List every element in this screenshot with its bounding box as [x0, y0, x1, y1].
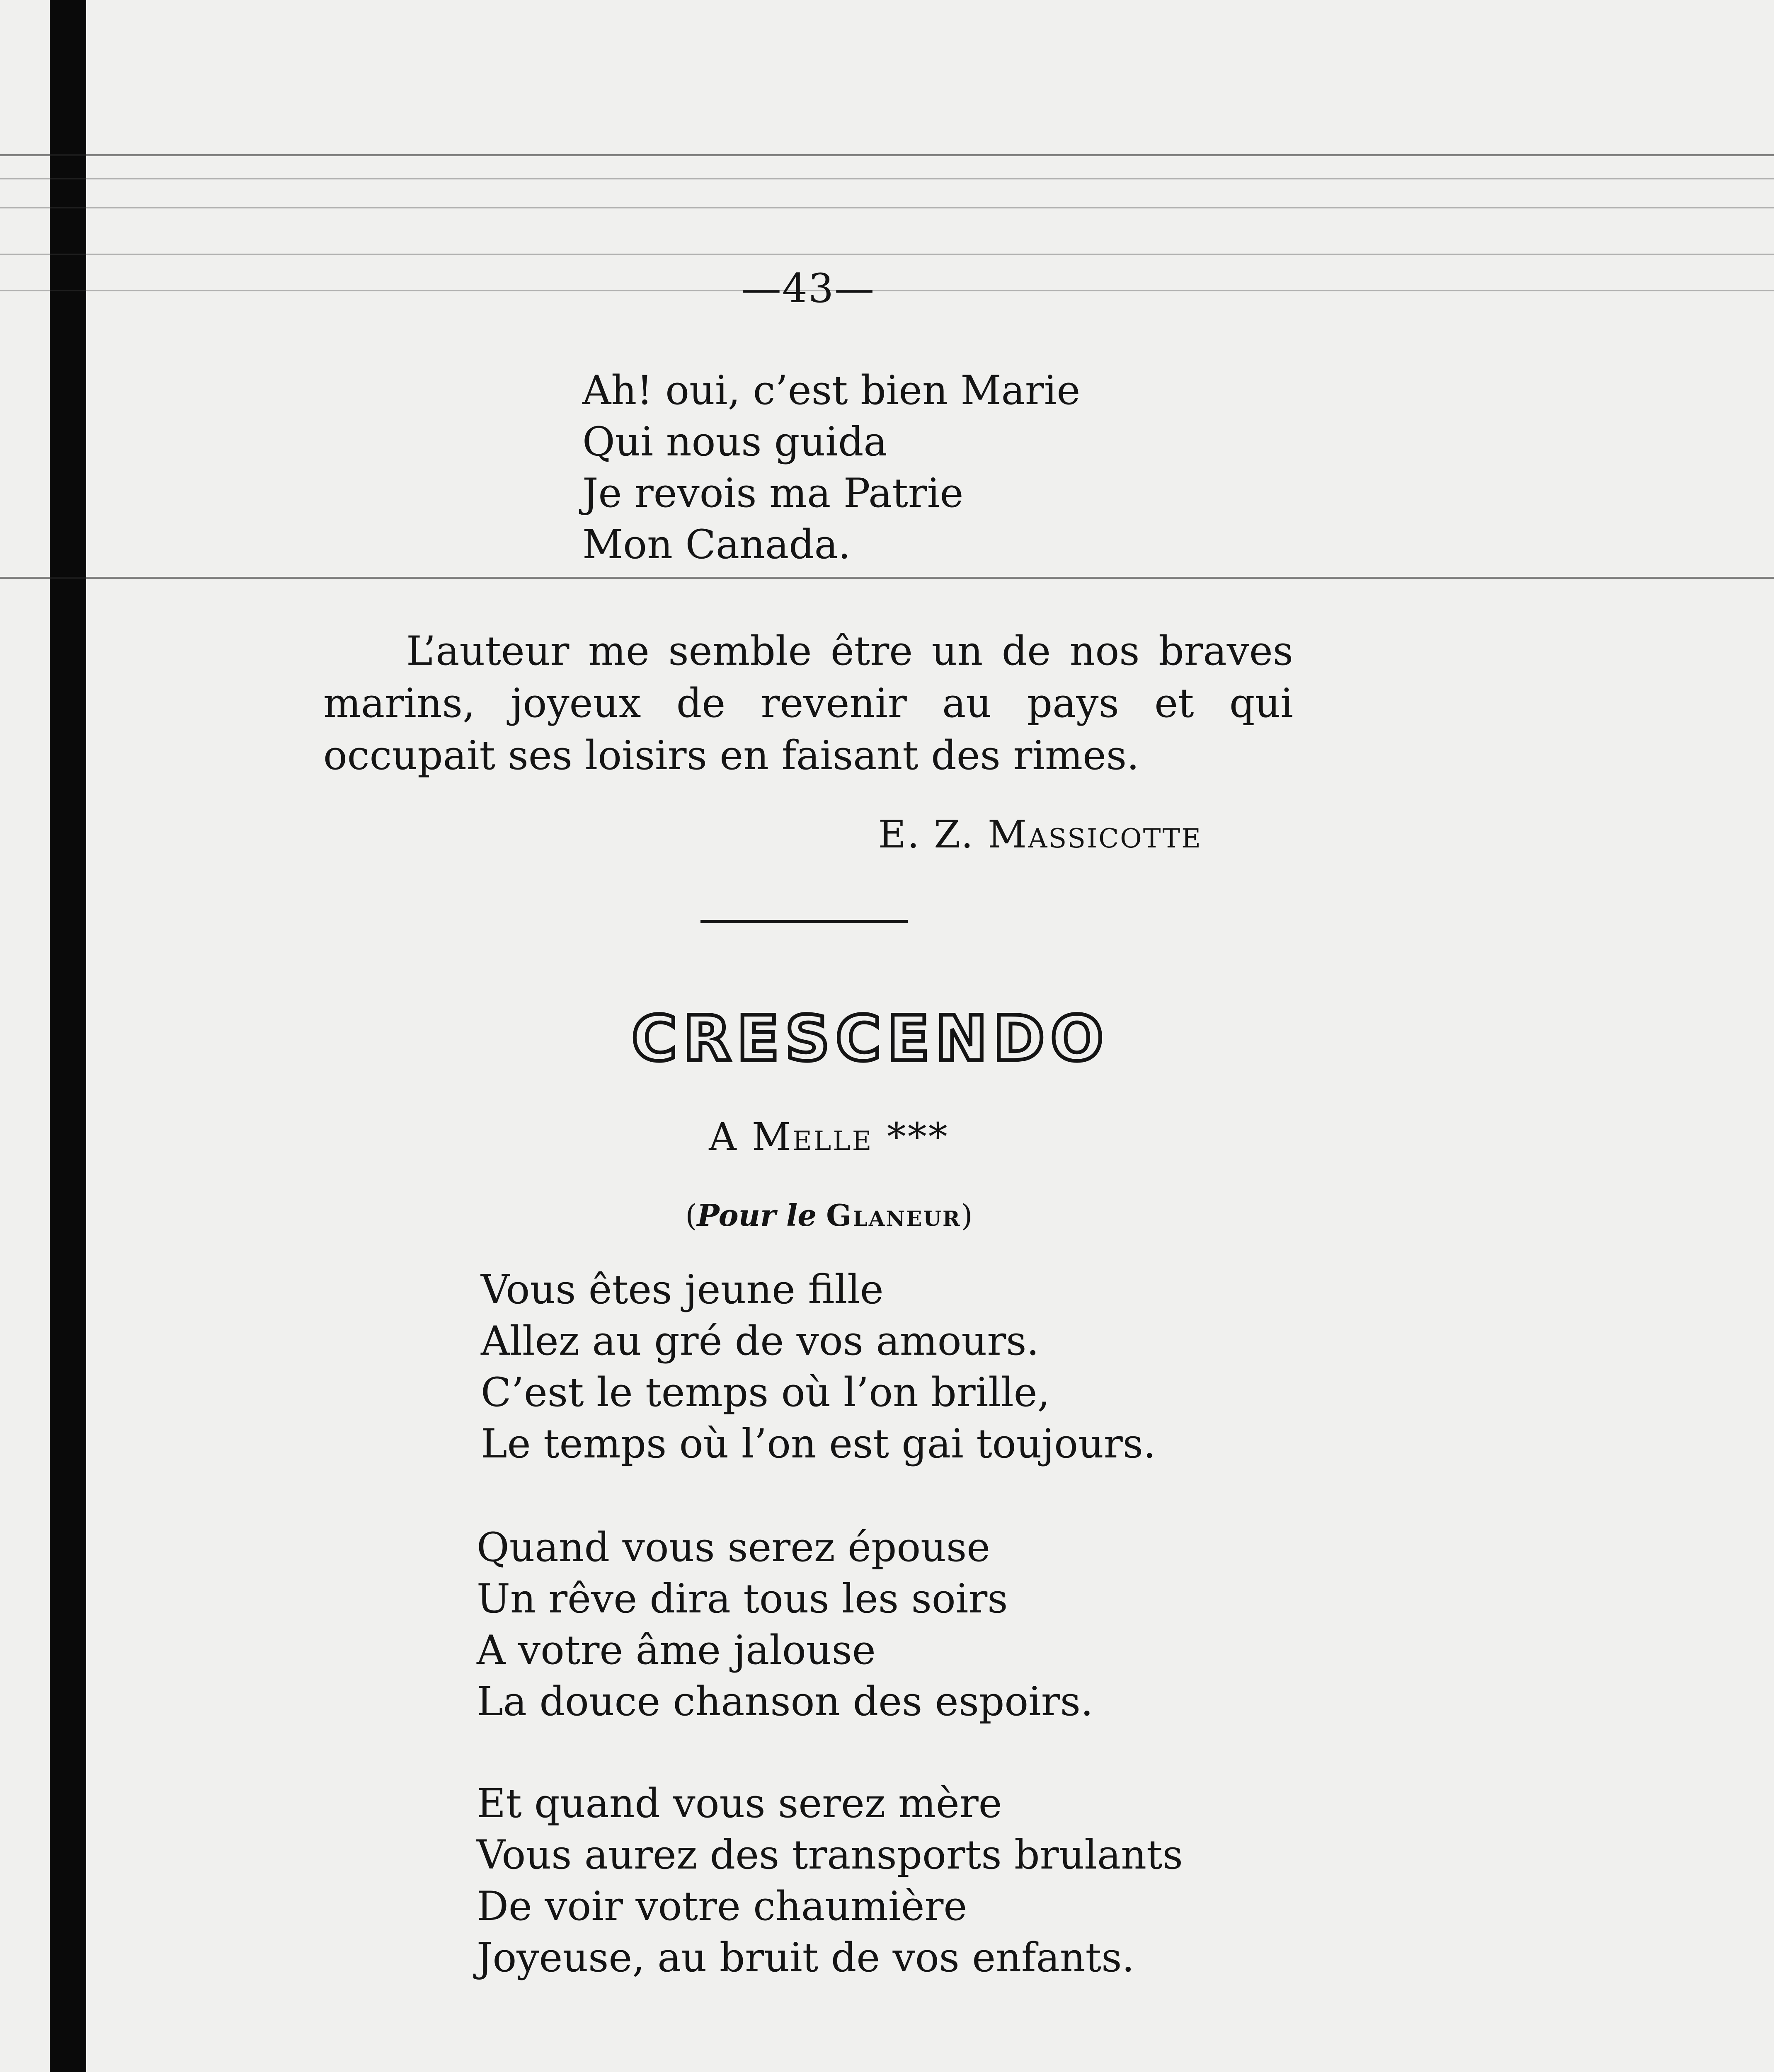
poem-stanza-1 — [481, 1264, 1156, 1469]
credit-publication-name: Glaneur — [826, 1198, 961, 1233]
verse-line: Vous êtes jeune fille — [481, 1266, 884, 1313]
binding-edge-shadow — [50, 0, 86, 2072]
credit-paren-close: ) — [961, 1198, 973, 1233]
poem-dedication: A Melle *** — [709, 1115, 949, 1159]
verse-line: Un rêve dira tous les soirs — [477, 1576, 1008, 1622]
credit-for-text: Pour le — [697, 1198, 817, 1233]
verse-line: Qui nous guida — [582, 419, 887, 465]
section-separator — [700, 920, 908, 923]
verse-line: C’est le temps où l’on brille, — [481, 1369, 1050, 1416]
verse-line: Ah! oui, c’est bien Marie — [582, 367, 1081, 414]
verse-line: Et quand vous serez mère — [477, 1780, 1002, 1827]
verse-line: Mon Canada. — [582, 521, 851, 568]
scan-streak — [0, 178, 1774, 179]
scan-streak — [0, 577, 1774, 579]
publication-credit — [539, 1198, 1119, 1233]
verse-line: Joyeuse, au bruit de vos enfants. — [477, 1934, 1134, 1981]
page-number: —43— — [741, 265, 875, 312]
scan-streak — [0, 290, 1774, 291]
verse-line: Je revois ma Patrie — [582, 470, 964, 516]
verse-line: La douce chanson des espoirs. — [477, 1678, 1093, 1725]
commentary-paragraph: L’auteur me semble être un de nos braves marins, joyeux de revenir au pays et qui occupait ses loisirs en faisant des rimes. — [323, 628, 1293, 779]
verse-line: Allez au gré de vos amours. — [481, 1318, 1040, 1364]
verse-line: Quand vous serez épouse — [477, 1524, 991, 1571]
verse-line: De voir votre chaumière — [477, 1883, 967, 1929]
poem-title: CRESCENDO — [631, 1003, 1110, 1075]
credit-paren-open: ( — [685, 1198, 697, 1233]
scan-streak — [0, 254, 1774, 255]
verse-line: Vous aurez des transports brulants — [477, 1832, 1183, 1878]
verse-line: Le temps où l’on est gai toujours. — [481, 1421, 1156, 1467]
verse-line: A votre âme jalouse — [477, 1627, 876, 1673]
poem-stanza-2 — [477, 1522, 1093, 1727]
scan-streak — [0, 154, 1774, 156]
poem-stanza-3 — [477, 1778, 1183, 1983]
opening-stanza — [582, 365, 1080, 570]
scan-streak — [0, 207, 1774, 208]
author-signature: E. Z. Massicotte — [878, 812, 1202, 857]
